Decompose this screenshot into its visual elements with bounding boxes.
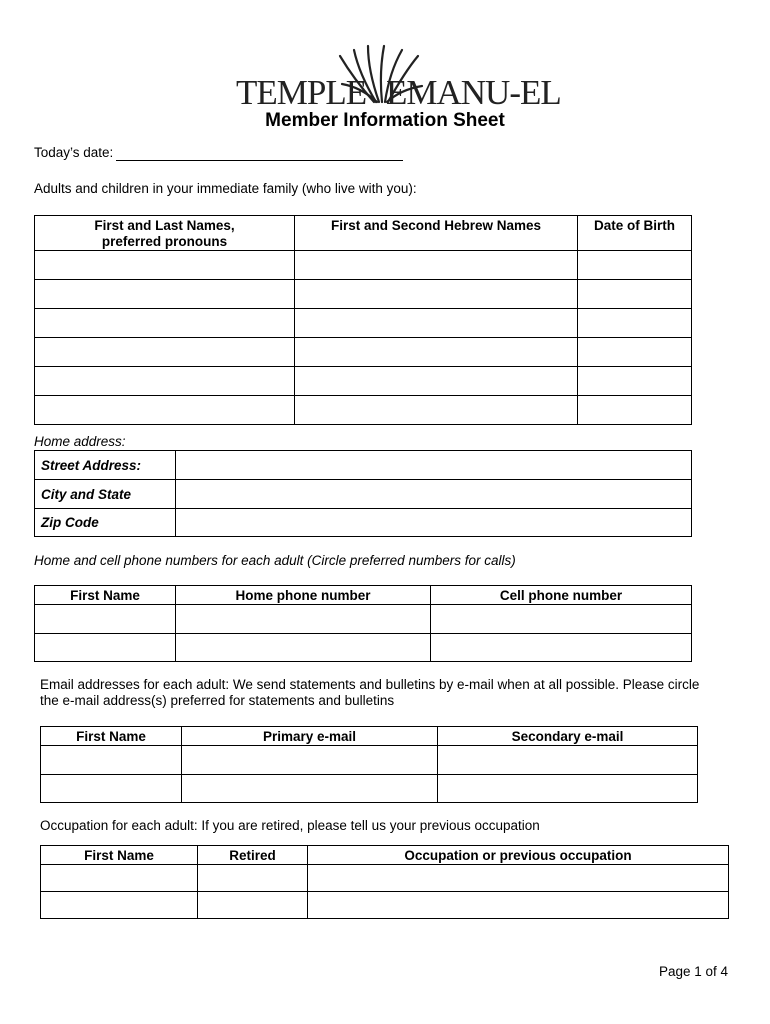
hebrew-name-cell[interactable] xyxy=(295,338,578,367)
phones-header-row xyxy=(35,586,692,605)
phones-col-home-phone: Home phone number xyxy=(176,586,431,605)
street-address-label: Street Address: xyxy=(35,451,176,480)
first-name-cell[interactable] xyxy=(35,634,176,662)
table-row xyxy=(41,775,698,803)
name-cell[interactable] xyxy=(35,367,295,396)
dob-cell[interactable] xyxy=(578,396,692,425)
emails-header-row xyxy=(41,727,698,746)
table-row xyxy=(41,892,729,919)
address-table xyxy=(34,450,692,537)
page-number: Page 1 of 4 xyxy=(658,964,728,979)
occupation-cell[interactable] xyxy=(308,865,729,892)
emails-col-first-name: First Name xyxy=(41,727,182,746)
emails-table xyxy=(40,726,698,803)
hebrew-name-cell[interactable] xyxy=(295,280,578,309)
name-cell[interactable] xyxy=(35,280,295,309)
phones-col-cell-phone: Cell phone number xyxy=(431,586,692,605)
table-row xyxy=(35,605,692,634)
table-row xyxy=(41,746,698,775)
hebrew-name-cell[interactable] xyxy=(295,367,578,396)
cell-phone-cell[interactable] xyxy=(431,605,692,634)
phones-table xyxy=(34,585,692,662)
primary-email-cell[interactable] xyxy=(182,775,438,803)
first-name-cell[interactable] xyxy=(41,892,198,919)
table-row xyxy=(35,396,692,425)
name-cell[interactable] xyxy=(35,251,295,280)
first-name-cell[interactable] xyxy=(41,746,182,775)
primary-email-cell[interactable] xyxy=(182,746,438,775)
name-cell[interactable] xyxy=(35,338,295,367)
home-phone-cell[interactable] xyxy=(176,634,431,662)
dob-cell[interactable] xyxy=(578,251,692,280)
family-col-names: First and Last Names, preferred pronouns xyxy=(35,216,295,251)
emails-intro-line2: the e-mail address(s) preferred for statements and bulletins xyxy=(40,693,395,708)
home-phone-cell[interactable] xyxy=(176,605,431,634)
dob-cell[interactable] xyxy=(578,280,692,309)
table-row xyxy=(35,509,692,537)
occupation-col-retired: Retired xyxy=(198,846,308,865)
page-title: Member Information Sheet xyxy=(265,110,505,131)
table-row xyxy=(35,251,692,280)
family-col-hebrew-names: First and Second Hebrew Names xyxy=(295,216,578,251)
family-table xyxy=(34,215,692,425)
occupation-col-first-name: First Name xyxy=(41,846,198,865)
todays-date-label: Today’s date: xyxy=(34,145,114,160)
emails-col-secondary: Secondary e-mail xyxy=(438,727,698,746)
occupation-table xyxy=(40,845,729,919)
logo-temple-text: TEMPLE xyxy=(236,73,367,112)
retired-cell[interactable] xyxy=(198,865,308,892)
occupation-intro: Occupation for each adult: If you are retired, please tell us your previous occupation xyxy=(40,818,540,833)
city-state-field[interactable] xyxy=(176,480,692,509)
zip-code-field[interactable] xyxy=(176,509,692,537)
occupation-cell[interactable] xyxy=(308,892,729,919)
table-row xyxy=(35,480,692,509)
dob-cell[interactable] xyxy=(578,367,692,396)
family-col-dob: Date of Birth xyxy=(578,216,692,251)
occupation-col-occupation: Occupation or previous occupation xyxy=(308,846,729,865)
name-cell[interactable] xyxy=(35,396,295,425)
cell-phone-cell[interactable] xyxy=(431,634,692,662)
first-name-cell[interactable] xyxy=(41,775,182,803)
temple-emanu-el-logo xyxy=(236,44,561,112)
secondary-email-cell[interactable] xyxy=(438,775,698,803)
table-row xyxy=(41,865,729,892)
dob-cell[interactable] xyxy=(578,338,692,367)
table-row xyxy=(35,338,692,367)
hebrew-name-cell[interactable] xyxy=(295,396,578,425)
emails-col-primary: Primary e-mail xyxy=(182,727,438,746)
occupation-header-row xyxy=(41,846,729,865)
hebrew-name-cell[interactable] xyxy=(295,309,578,338)
table-row xyxy=(35,280,692,309)
table-row xyxy=(35,451,692,480)
street-address-field[interactable] xyxy=(176,451,692,480)
todays-date-line[interactable] xyxy=(116,160,403,161)
first-name-cell[interactable] xyxy=(35,605,176,634)
table-row xyxy=(35,309,692,338)
secondary-email-cell[interactable] xyxy=(438,746,698,775)
hebrew-name-cell[interactable] xyxy=(295,251,578,280)
first-name-cell[interactable] xyxy=(41,865,198,892)
table-row xyxy=(35,367,692,396)
dob-cell[interactable] xyxy=(578,309,692,338)
family-header-row xyxy=(35,216,692,251)
emails-intro-line1: Email addresses for each adult: We send statements and bulletins by e-mail when at all possible. Please circle xyxy=(40,677,700,692)
name-cell[interactable] xyxy=(35,309,295,338)
table-row xyxy=(35,634,692,662)
city-state-label: City and State xyxy=(35,480,176,509)
zip-code-label: Zip Code xyxy=(35,509,176,537)
phones-intro: Home and cell phone numbers for each adult (Circle preferred numbers for calls) xyxy=(34,553,516,568)
phones-col-first-name: First Name xyxy=(35,586,176,605)
logo-emanuel-text: EMANU-EL xyxy=(386,73,561,112)
address-intro: Home address: xyxy=(34,434,126,449)
family-intro: Adults and children in your immediate family (who live with you): xyxy=(34,181,417,196)
retired-cell[interactable] xyxy=(198,892,308,919)
